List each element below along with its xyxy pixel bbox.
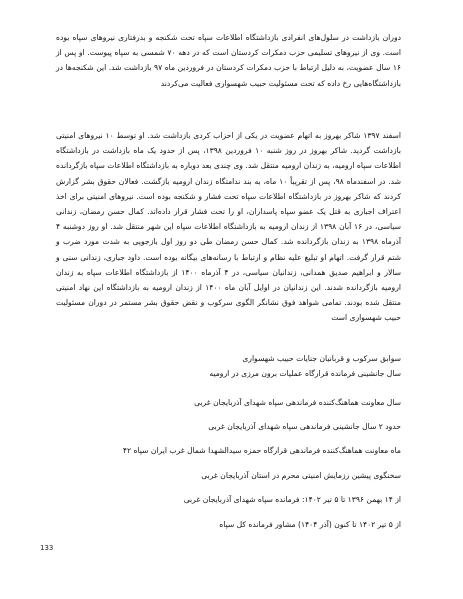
record-list-item: از ۵ تیر ۱۴۰۲ تا کنون (آذر ۱۴۰۴) مشاور فرمانده کل سپاه bbox=[219, 520, 401, 529]
page-number: 133 bbox=[40, 544, 54, 552]
body-paragraph-cases: اسفند ۱۳۹۷ شاکر بهروز به اتهام عضویت در یکی از احزاب کردی بازداشت شد. او توسط ۱۰ نیروهای امنیتی بازداشت گردید. شاکر بهروز در روز شنبه ۱۰ فروردین ۱۳۹۸، پس از حدود یک ماه بازداشت در بازداشتگاه اطلاعات سپاه ارومیه، به زندان ارومیه منتقل شد. وی چندی بعد دوباره به بازداشتگاه اطلاعات سپاه بازگردانده شد. در اسفندماه ۹۸، پس از تقریباً ۱۰ ماه، به بند ندامتگاه زندان ارومیه بازگشت. فعالان حقوق بشر گزارش کردند که شاکر بهروز در بازداشتگاه اطلاعات سپاه تحت فشار و شکنجه بوده است. نیروهای امنیتی برای اخذ اعتراف اجباری به قتل یک عضو سپاه پاسداران، او را تحت فشار قرار داده‌اند. کمال حسن رمضان، زندانی سیاسی، در ۱۶ آبان ۱۳۹۸ از زندان ارومیه به بازداشتگاه اطلاعات سپاه این شهر منتقل شد. او روز دوشنبه ۴ آذرماه ۱۳۹۸ به زندان بازگردانده شد. کمال حسن رمضان طی دو روز اول بازجویی به شدت مورد ضرب و شتم قرار گرفت. اتهام او تبلیغ علیه نظام و ارتباط با رسانه‌های بیگانه بوده است. داود جباری، زندانی سنی و سالار و ابراهیم صدیق همدانی، زندانیان سیاسی، در ۴ آذرماه ۱۴۰۰ از بازداشتگاه اطلاعات سپاه به زندان ارومیه بازگردانده شدند. این زندانیان در اوایل آبان ماه ۱۴۰۰ از زندان ارومیه به بازداشتگاه این نهاد امنیتی منتقل شده بودند. تمامی شواهد فوق نشانگر الگوی سرکوب و نقض حقوق بشر مستمر در دوران مسئولیت حبیب شهسواری است bbox=[56, 131, 402, 323]
record-list-item: حدود ۲ سال جانشینی فرماندهی سپاه شهدای آذربایجان غربی bbox=[208, 422, 401, 431]
record-list-item: ماه معاونت هماهنگ‌کننده فرماندهی قرارگاه حمزه سیدالشهدا شمال غرب ایران سپاه ۴۲ bbox=[122, 446, 401, 455]
record-list-item: از ۱۴ بهمن ۱۳۹۶ تا ۵ تیر ۱۴۰۲: فرمانده سپاه شهدای آذربایجان غربی bbox=[183, 495, 401, 504]
body-paragraph-detention: دوران بازداشت در سلول‌های انفرادی بازداشتگاه اطلاعات سپاه تحت شکنجه و بدرفتاری نیروهای سپاه بوده است. وی از نیروهای تسلیمی حزب دمکرات کردستان است که در دهه ۷۰ شمسی به سپاه پیوست. او پس از ۱۶ سال عضویت، به دلیل ارتباط با حزب دمکرات کردستان در فروردین ماه ۹۷ بازداشت شد. این شکنجه‌ها در بازداشتگاه‌هایی رخ داده که تحت مسئولیت حبیب شهسواری فعالیت می‌کردند bbox=[56, 33, 401, 88]
record-list-item: سخنگوی پیشین رزمایش امنیتی محرم در استان آذربایجان غربی bbox=[201, 471, 401, 480]
record-list-item: سال معاونت هماهنگ‌کننده فرماندهی سپاه شهدای آذربایجان غربی bbox=[194, 398, 401, 407]
record-list-heading: سوابق سرکوب و قربانیان جنایات حبیب شهسواری سال جانشینی فرمانده قرارگاه عملیات برون مرزی در ارومیه bbox=[209, 354, 401, 378]
